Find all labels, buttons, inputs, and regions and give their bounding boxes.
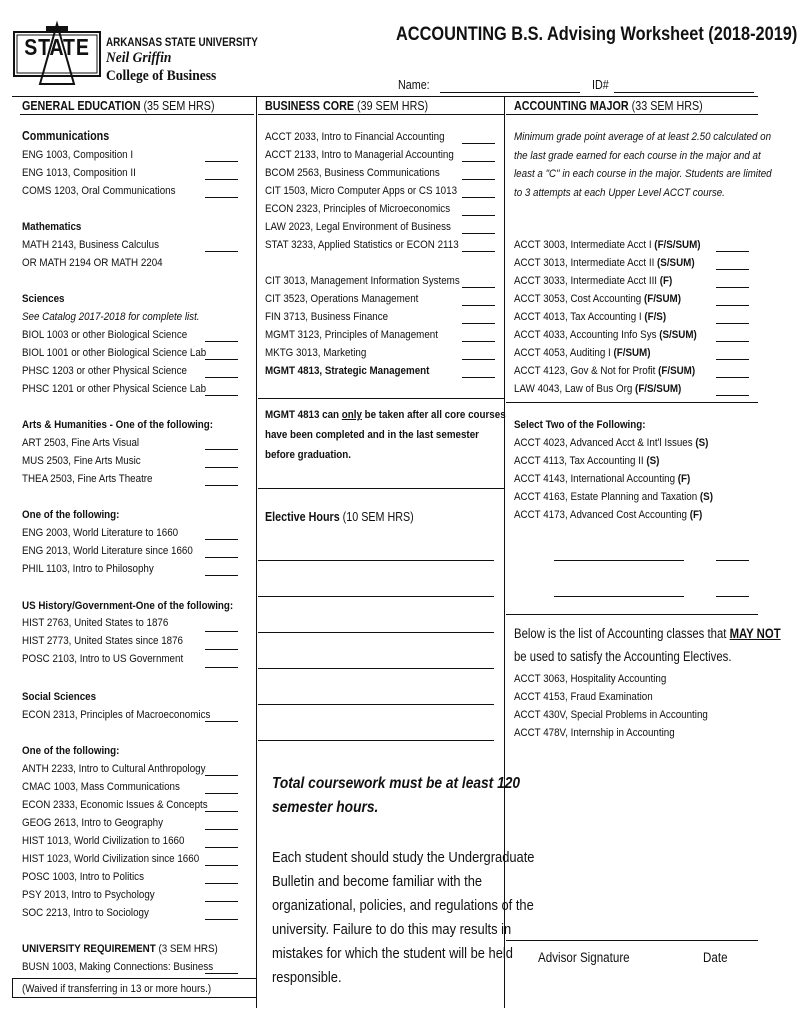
grade-blank[interactable] [205,197,238,198]
course-line: ACCT 3003, Intermediate Acct I (F/S/SUM) [514,239,701,251]
select-two-heading: Select Two of the Following: [514,419,646,431]
course-line: MUS 2503, Fine Arts Music [22,455,141,467]
grade-blank[interactable] [716,377,749,378]
grade-blank[interactable] [205,251,238,252]
course-line: ANTH 2233, Intro to Cultural Anthropology [22,763,206,775]
course-line: ACCT 3033, Intermediate Acct III (F) [514,275,673,287]
course-line: ART 2503, Fine Arts Visual [22,437,140,449]
grade-blank[interactable] [462,305,495,306]
grade-blank[interactable] [205,631,238,632]
us-history-heading: US History/Government-One of the following: [22,600,234,612]
waiver-box-bottom [12,997,256,998]
course-line: CIT 3523, Operations Management [265,293,419,305]
course-line: ECON 2333, Economic Issues & Concepts [22,799,208,811]
mgmt-note-line3: before graduation. [265,449,351,461]
grade-blank[interactable] [205,811,238,812]
gen-ed-title: GENERAL EDUCATION (35 SEM HRS) [22,99,215,113]
course-line: ENG 1013, Composition II [22,167,136,179]
grade-blank[interactable] [205,467,238,468]
grade-blank[interactable] [462,161,495,162]
grade-blank[interactable] [716,560,749,561]
grade-blank[interactable] [462,197,495,198]
course-line: ACCT 4143, International Accounting (F) [514,473,691,485]
course-line: ACCT 4173, Advanced Cost Accounting (F) [514,509,703,521]
logo-wordmark: STATE [24,34,90,60]
grade-blank[interactable] [716,287,749,288]
course-line: PSY 2013, Intro to Psychology [22,889,155,901]
one-of-heading-2: One of the following: [22,745,120,757]
name-field[interactable] [440,92,580,93]
course-line: ECON 2313, Principles of Macroeconomics [22,709,211,721]
course-line: PHSC 1201 or other Physical Science Lab [22,383,207,395]
grade-blank[interactable] [462,341,495,342]
grade-blank[interactable] [205,449,238,450]
course-line: ACCT 4113, Tax Accounting II (S) [514,455,660,467]
college-line-2: College of Business [106,68,217,84]
signature-line[interactable] [506,940,758,941]
sciences-heading: Sciences [22,293,65,305]
course-line: BIOL 1001 or other Biological Science Lab [22,347,207,359]
course-line: STAT 3233, Applied Statistics or ECON 2113 [265,239,459,251]
grade-blank[interactable] [205,919,238,920]
course-line: HIST 2763, United States to 1876 [22,617,169,629]
grade-blank[interactable] [205,359,238,360]
course-line: ACCT 3063, Hospitality Accounting [514,673,667,685]
waiver-note: (Waived if transferring in 13 or more hours.) [22,983,212,995]
grade-blank[interactable] [205,721,238,722]
grade-blank[interactable] [205,793,238,794]
course-line: FIN 3713, Business Finance [265,311,389,323]
elective-blank[interactable] [258,704,494,705]
elective-blank[interactable] [258,596,494,597]
total-coursework-line1: Total coursework must be at least 120 [272,775,521,792]
course-line: PHSC 1203 or other Physical Science [22,365,187,377]
course-line-strategic: MGMT 4813, Strategic Management [265,365,430,377]
course-line: ACCT 4053, Auditing I (F/SUM) [514,347,651,359]
course-line: SOC 2213, Intro to Sociology [22,907,149,919]
grade-blank[interactable] [205,973,238,974]
not-use-note: Below is the list of Accounting classes that MAY NOT be used to satisfy the Accounting Electives. [514,626,781,664]
id-label: ID# [592,78,609,92]
grade-blank[interactable] [205,865,238,866]
mgmt-note-line2: have been completed and in the last semester [265,429,479,441]
course-line: ACCT 430V, Special Problems in Accounting [514,709,708,721]
course-line: ACCT 478V, Internship in Accounting [514,727,675,739]
total-coursework-line2: semester hours. [272,799,379,816]
course-line: OR MATH 2194 OR MATH 2204 [22,257,163,269]
grade-blank[interactable] [716,359,749,360]
study-note: Each student should study the Undergraduate Bulletin and become familiar with the organizational, policies, and regulations of the university. Failure to do this may results in mistakes for which the student will be held responsible. [272,849,535,986]
major-underline [506,114,758,115]
course-line: ACCT 4153, Fraud Examination [514,691,653,703]
waiver-box-top [12,978,256,979]
core-note-divider [258,398,504,399]
one-of-heading: One of the following: [22,509,120,521]
elective-blank[interactable] [258,560,494,561]
course-line: ENG 2013, World Literature since 1660 [22,545,193,557]
elective-title: Elective Hours (10 SEM HRS) [265,510,414,524]
elective-blank[interactable] [258,740,494,741]
grade-blank[interactable] [716,251,749,252]
grade-blank[interactable] [205,667,238,668]
grade-blank[interactable] [462,179,495,180]
elective-divider [258,488,504,489]
grade-blank[interactable] [205,649,238,650]
grade-blank[interactable] [716,596,749,597]
grade-blank[interactable] [462,377,495,378]
gpa-policy: Minimum grade point average of at least 2.50 calculated on the last grade earned for each course in the major and at least a "C" in each course in the major. Students are limited to 3 attempts at each Upper Level ACCT course. [514,131,772,199]
course-line: ACCT 3053, Cost Accounting (F/SUM) [514,293,681,305]
university-name: ARKANSAS STATE UNIVERSITY [106,37,258,49]
date-label: Date [703,950,728,965]
grade-blank[interactable] [205,775,238,776]
grade-blank[interactable] [205,377,238,378]
elective-course-blank[interactable] [554,560,684,561]
course-line: ACCT 2133, Intro to Managerial Accounting [265,149,454,161]
course-line: HIST 2773, United States since 1876 [22,635,184,647]
grade-blank[interactable] [205,341,238,342]
grade-blank[interactable] [716,305,749,306]
course-line: POSC 2103, Intro to US Government [22,653,184,665]
course-line: THEA 2503, Fine Arts Theatre [22,473,153,485]
course-line: GEOG 2613, Intro to Geography [22,817,164,829]
course-line: MKTG 3013, Marketing [265,347,367,359]
gen-ed-underline [20,114,254,115]
grade-blank[interactable] [716,323,749,324]
course-line: ENG 2003, World Literature to 1660 [22,527,179,539]
select-divider [506,402,758,403]
column-divider-1 [256,96,257,1008]
course-line: MGMT 3123, Principles of Management [265,329,438,341]
course-line: HIST 1023, World Civilization since 1660 [22,853,200,865]
id-field[interactable] [614,92,754,93]
course-line: LAW 2023, Legal Environment of Business [265,221,451,233]
grade-blank[interactable] [716,341,749,342]
course-line: ACCT 4033, Accounting Info Sys (S/SUM) [514,329,697,341]
university-requirement-heading: UNIVERSITY REQUIREMENT (3 SEM HRS) [22,943,218,955]
major-title: ACCOUNTING MAJOR (33 SEM HRS) [514,99,703,113]
grade-blank[interactable] [716,269,749,270]
course-line: ECON 2323, Principles of Microeconomics [265,203,451,215]
course-line: BCOM 2563, Business Communications [265,167,440,179]
not-use-divider [506,614,758,615]
course-line: ENG 1003, Composition I [22,149,134,161]
grade-blank[interactable] [462,359,495,360]
course-line: ACCT 2033, Intro to Financial Accounting [265,131,445,143]
grade-blank[interactable] [205,485,238,486]
grade-blank[interactable] [205,179,238,180]
course-line: ACCT 4013, Tax Accounting I (F/S) [514,311,667,323]
course-line: ACCT 3013, Intermediate Acct II (S/SUM) [514,257,695,269]
course-line: CIT 3013, Management Information Systems [265,275,460,287]
elective-course-blank[interactable] [554,596,684,597]
grade-blank[interactable] [205,539,238,540]
course-line: PHIL 1103, Intro to Philosophy [22,563,154,575]
college-line-1: Neil Griffin [106,50,172,66]
arts-heading: Arts & Humanities - One of the following: [22,419,214,431]
grade-blank[interactable] [205,901,238,902]
sciences-note: See Catalog 2017-2018 for complete list. [22,311,200,323]
communications-heading: Communications [22,129,110,143]
grade-blank[interactable] [462,251,495,252]
grade-blank[interactable] [462,323,495,324]
grade-blank[interactable] [205,161,238,162]
course-line: ACCT 4123, Gov & Not for Profit (F/SUM) [514,365,696,377]
advisor-signature-label: Advisor Signature [538,950,630,965]
course-line: ACCT 4023, Advanced Acct & Int'l Issues (S) [514,437,709,449]
grade-blank[interactable] [205,847,238,848]
waiver-box-left [12,978,13,998]
mgmt-note-line1: MGMT 4813 can only be taken after all core courses [265,409,506,421]
grade-blank[interactable] [462,143,495,144]
course-line: LAW 4043, Law of Bus Org (F/S/SUM) [514,383,682,395]
grade-blank[interactable] [205,829,238,830]
grade-blank[interactable] [205,575,238,576]
course-line: BUSN 1003, Making Connections: Business [22,961,214,973]
course-line: ACCT 4163, Estate Planning and Taxation (S) [514,491,713,503]
course-line: MATH 2143, Business Calculus [22,239,160,251]
course-line: POSC 1003, Intro to Politics [22,871,144,883]
grade-blank[interactable] [462,287,495,288]
course-line: CMAC 1003, Mass Communications [22,781,180,793]
elective-blank[interactable] [258,668,494,669]
name-label: Name: [398,78,430,92]
grade-blank[interactable] [205,395,238,396]
social-sciences-heading: Social Sciences [22,691,97,703]
grade-blank[interactable] [205,883,238,884]
page-title: ACCOUNTING B.S. Advising Worksheet (2018-2019) [396,24,797,45]
grade-blank[interactable] [462,233,495,234]
grade-blank[interactable] [205,557,238,558]
elective-blank[interactable] [258,632,494,633]
course-line: HIST 1013, World Civilization to 1660 [22,835,185,847]
core-underline [258,114,504,115]
course-line: COMS 1203, Oral Communications [22,185,176,197]
grade-blank[interactable] [462,215,495,216]
course-line: BIOL 1003 or other Biological Science [22,329,188,341]
grade-blank[interactable] [716,395,749,396]
course-line: CIT 1503, Micro Computer Apps or CS 1013 [265,185,458,197]
mathematics-heading: Mathematics [22,221,82,233]
core-title: BUSINESS CORE (39 SEM HRS) [265,99,429,113]
